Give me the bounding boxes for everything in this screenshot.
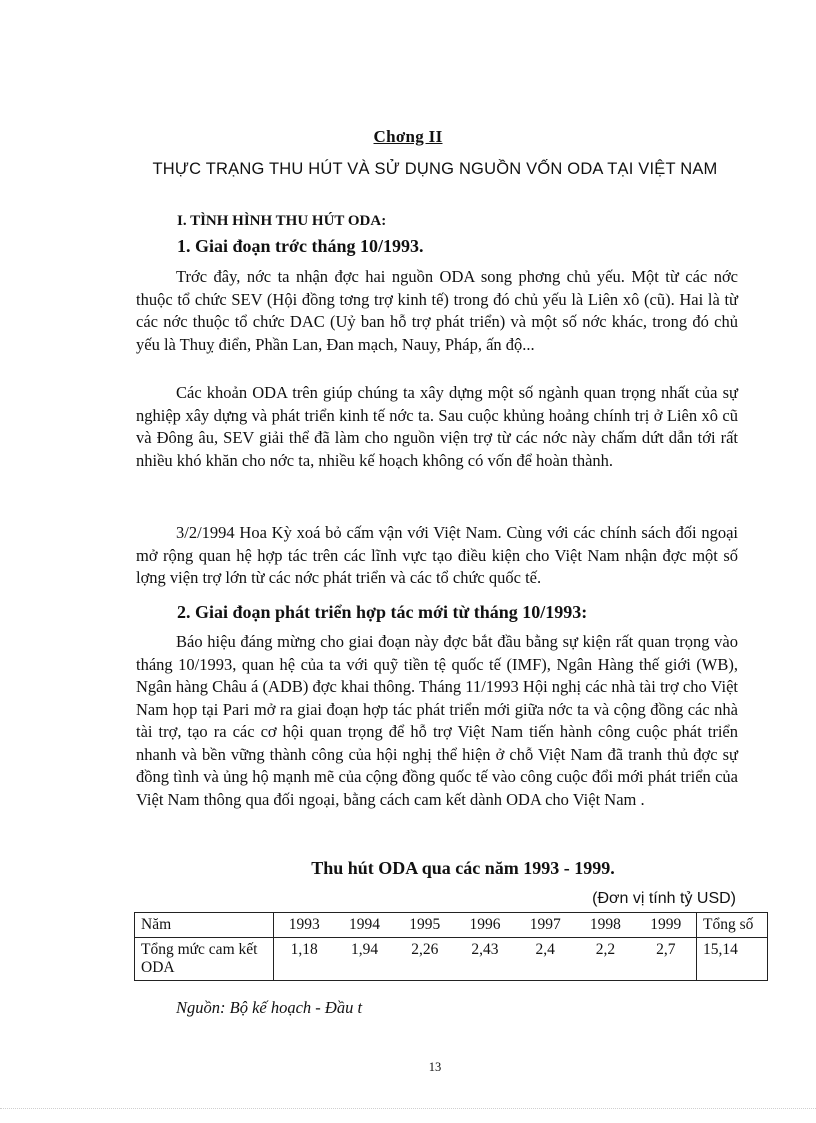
value-cell: 2,43 [455, 938, 515, 981]
value-cell: 2,4 [515, 938, 575, 981]
paragraph-3: 3/2/1994 Hoa Kỳ xoá bỏ cấm vận với Việt Nam. Cùng với các chính sách đối ngoại mở rộng quan hệ hợp tác trên các lĩnh vực tạo điều kiện cho Việt Nam nhận đợc một số lợng viện trợ lớn từ các nớc phát triển và các tổ chức quốc tế. [136, 523, 738, 587]
table-header-row [135, 913, 768, 938]
value-cell: 2,2 [575, 938, 635, 981]
table-title: Thu hút ODA qua các năm 1993 - 1999. [311, 858, 615, 878]
chapter-label: Chơng II [373, 127, 443, 146]
subsection-heading-2: 2. Giai đoạn phát triển hợp tác mới từ tháng 10/1993: [177, 602, 588, 622]
year-cell: 1994 [334, 913, 394, 938]
year-cell: 1996 [455, 913, 515, 938]
paragraph-1: Trớc đây, nớc ta nhận đợc hai nguồn ODA song phơng chủ yếu. Một từ các nớc thuộc tổ chức SEV (Hội đồng tơng trợ kinh tế) trong đó chủ yếu là Liên xô (cũ). Hai là từ các nớc thuộc tổ chức DAC (Uỷ ban hỗ trợ phát triển) và một số nớc khác, trong đó chủ yếu là Thuỵ điển, Phần Lan, Đan mạch, Nauy, Pháp, ấn độ... [136, 267, 738, 354]
table-unit: (Đơn vị tính tỷ USD) [592, 890, 736, 907]
oda-table [134, 912, 768, 981]
total-label-cell: Tổng số [697, 913, 768, 938]
source-note: Nguồn: Bộ kế hoạch - Đầu t [176, 998, 363, 1017]
header-label-cell: Năm [135, 913, 274, 938]
year-cell: 1997 [515, 913, 575, 938]
year-cell: 1999 [636, 913, 697, 938]
paragraph-4: Báo hiệu đáng mừng cho giai đoạn này đợc bắt đầu bằng sự kiện rất quan trọng vào tháng 10/1993, quan hệ của ta với quỹ tiền tệ quốc tế (IMF), Ngân Hàng thế giới (WB), Ngân hàng Châu á (ADB) đợc khai thông. Tháng 11/1993 Hội nghị các nhà tài trợ cho Việt Nam họp tại Pari mở ra giai đoạn hợp tác phát triển mới giữa nớc ta và cộng đồng các nhà tài trợ, tạo ra các cơ hội quan trọng để hỗ trợ Việt Nam tiến hành công cuộc phát triển nhanh và bền vững thành công của hội nghị thể hiện ở chỗ Việt Nam đã tranh thủ đợc sự đồng tình và ủng hộ mạnh mẽ của cộng đồng quốc tế vào công cuộc đổi mới phát triển của Việt Nam thông qua đối ngoại, bằng cách cam kết dành ODA cho Việt Nam . [136, 632, 738, 809]
value-cell: 1,94 [334, 938, 394, 981]
subsection-heading-1: 1. Giai đoạn trớc tháng 10/1993. [177, 236, 424, 256]
value-cell: 2,26 [395, 938, 455, 981]
value-cell: 2,7 [636, 938, 697, 981]
year-cell: 1993 [274, 913, 335, 938]
year-cell: 1998 [575, 913, 635, 938]
value-cell: 1,18 [274, 938, 335, 981]
paragraph-2: Các khoản ODA trên giúp chúng ta xây dựng một số ngành quan trọng nhất của sự nghiệp xây dựng và phát triển kinh tế nớc ta. Sau cuộc khủng hoảng chính trị ở Liên xô cũ và Đông âu, SEV giải thể đã làm cho nguồn viện trợ từ các nớc này chấm dứt dẫn tới rất nhiều khó khăn cho nớc ta, nhiều kế hoạch không có vốn để hoàn thành. [136, 383, 738, 470]
section-heading: I. TÌNH HÌNH THU HÚT ODA: [177, 213, 387, 229]
footer-divider [0, 1108, 816, 1109]
year-cell: 1995 [395, 913, 455, 938]
page-number: 13 [428, 1060, 442, 1074]
row-label-cell: Tổng mức cam kết ODA [135, 938, 274, 981]
table-data-row [135, 938, 768, 981]
chapter-title: THỰC TRẠNG THU HÚT VÀ SỬ DỤNG NGUỒN VỐN ODA TẠI VIỆT NAM [152, 160, 718, 178]
total-value-cell: 15,14 [697, 938, 768, 981]
